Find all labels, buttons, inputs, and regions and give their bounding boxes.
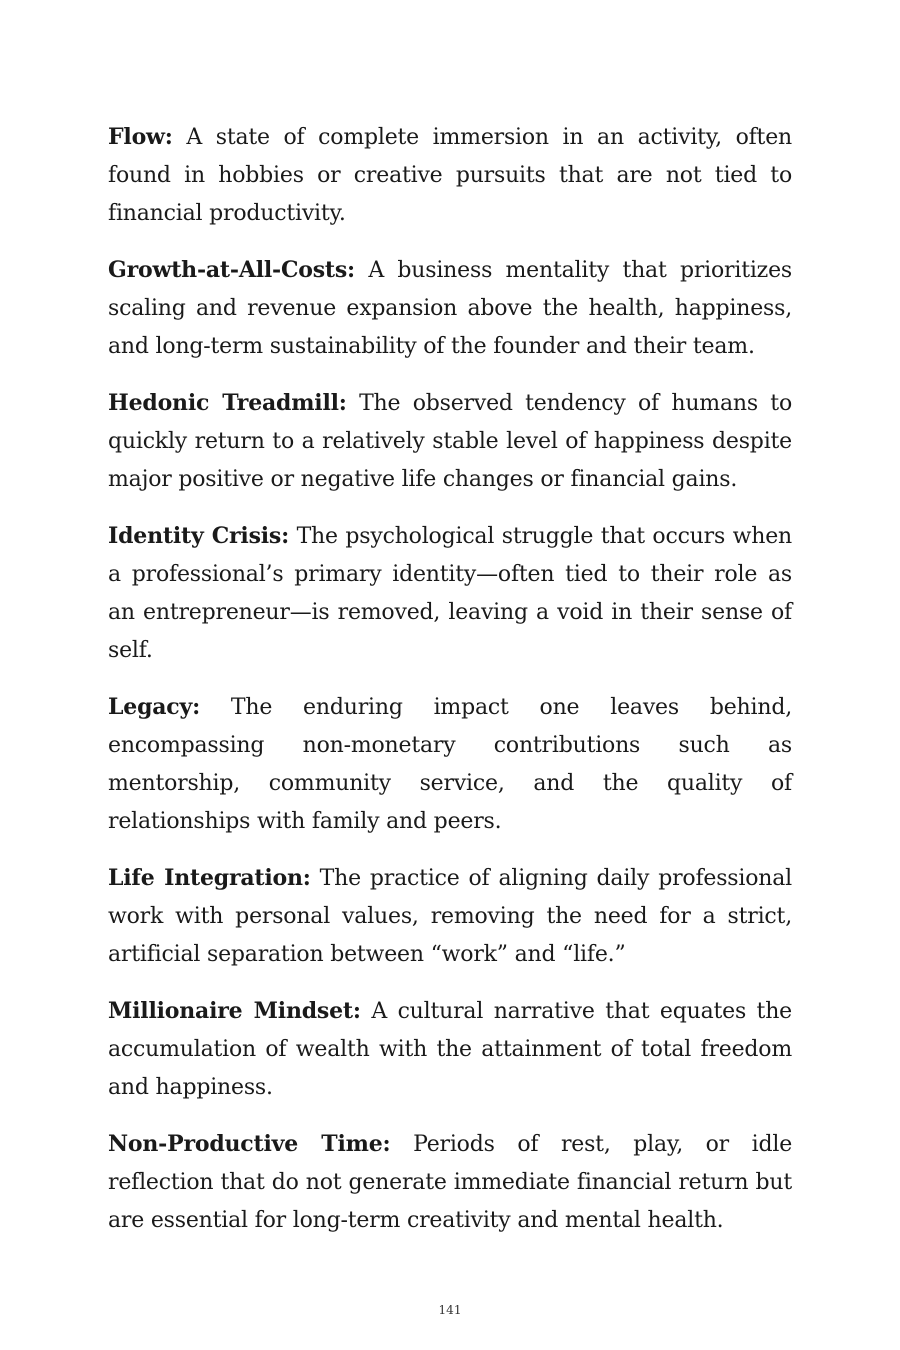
glossary-definition: Periods of rest, play, or idle reflection that do not generate immediate financial return but are essential for long-term creativity and mental health. [108,1132,793,1233]
glossary-term: Hedonic Treadmill: [108,390,347,416]
glossary-entry-hedonic-treadmill [108,384,792,499]
glossary-entry-identity-crisis [108,517,792,670]
glossary-term: Life Integration: [108,865,311,891]
glossary-definition: The observed tendency of humans to quickly return to a relatively stable level of happiness despite major positive or negative life changes or financial gains. [108,391,792,492]
page-number: 141 [438,1303,462,1317]
glossary-entry-growth-at-all-costs [108,251,792,366]
glossary-term: Legacy: [108,694,201,720]
glossary-entry-millionaire-mindset [108,992,792,1107]
glossary-term: Flow: [108,124,173,150]
glossary-definition: The practice of aligning daily professional work with personal values, removing the need for a strict, artificial separation between “work” and “life.” [108,866,792,967]
glossary-term: Non-Productive Time: [108,1131,391,1157]
glossary-entry-legacy [108,688,792,841]
glossary-entry-flow [108,118,792,233]
glossary-term: Identity Crisis: [108,523,290,549]
glossary-entry-non-productive-time [108,1125,792,1240]
glossary-definition: A business mentality that prioritizes scaling and revenue expansion above the health, happiness, and long-term sustainability of the founder and their team. [108,258,792,359]
glossary-term: Growth-at-All-Costs: [108,257,355,283]
glossary-list [108,118,792,1258]
glossary-term: Millionaire Mindset: [108,998,361,1024]
glossary-entry-life-integration [108,859,792,974]
glossary-definition: The enduring impact one leaves behind, encompassing non-monetary contributions such as mentorship, community service, and the quality of relationships with family and peers. [108,695,792,834]
glossary-definition: A state of complete immersion in an activity, often found in hobbies or creative pursuits that are not tied to financial productivity. [108,125,792,226]
glossary-definition: The psychological struggle that occurs when a professional’s primary identity—often tied to their role as an entrepreneur—is removed, leaving a void in their sense of self. [108,524,792,663]
glossary-definition: A cultural narrative that equates the accumulation of wealth with the attainment of total freedom and happiness. [108,999,792,1100]
